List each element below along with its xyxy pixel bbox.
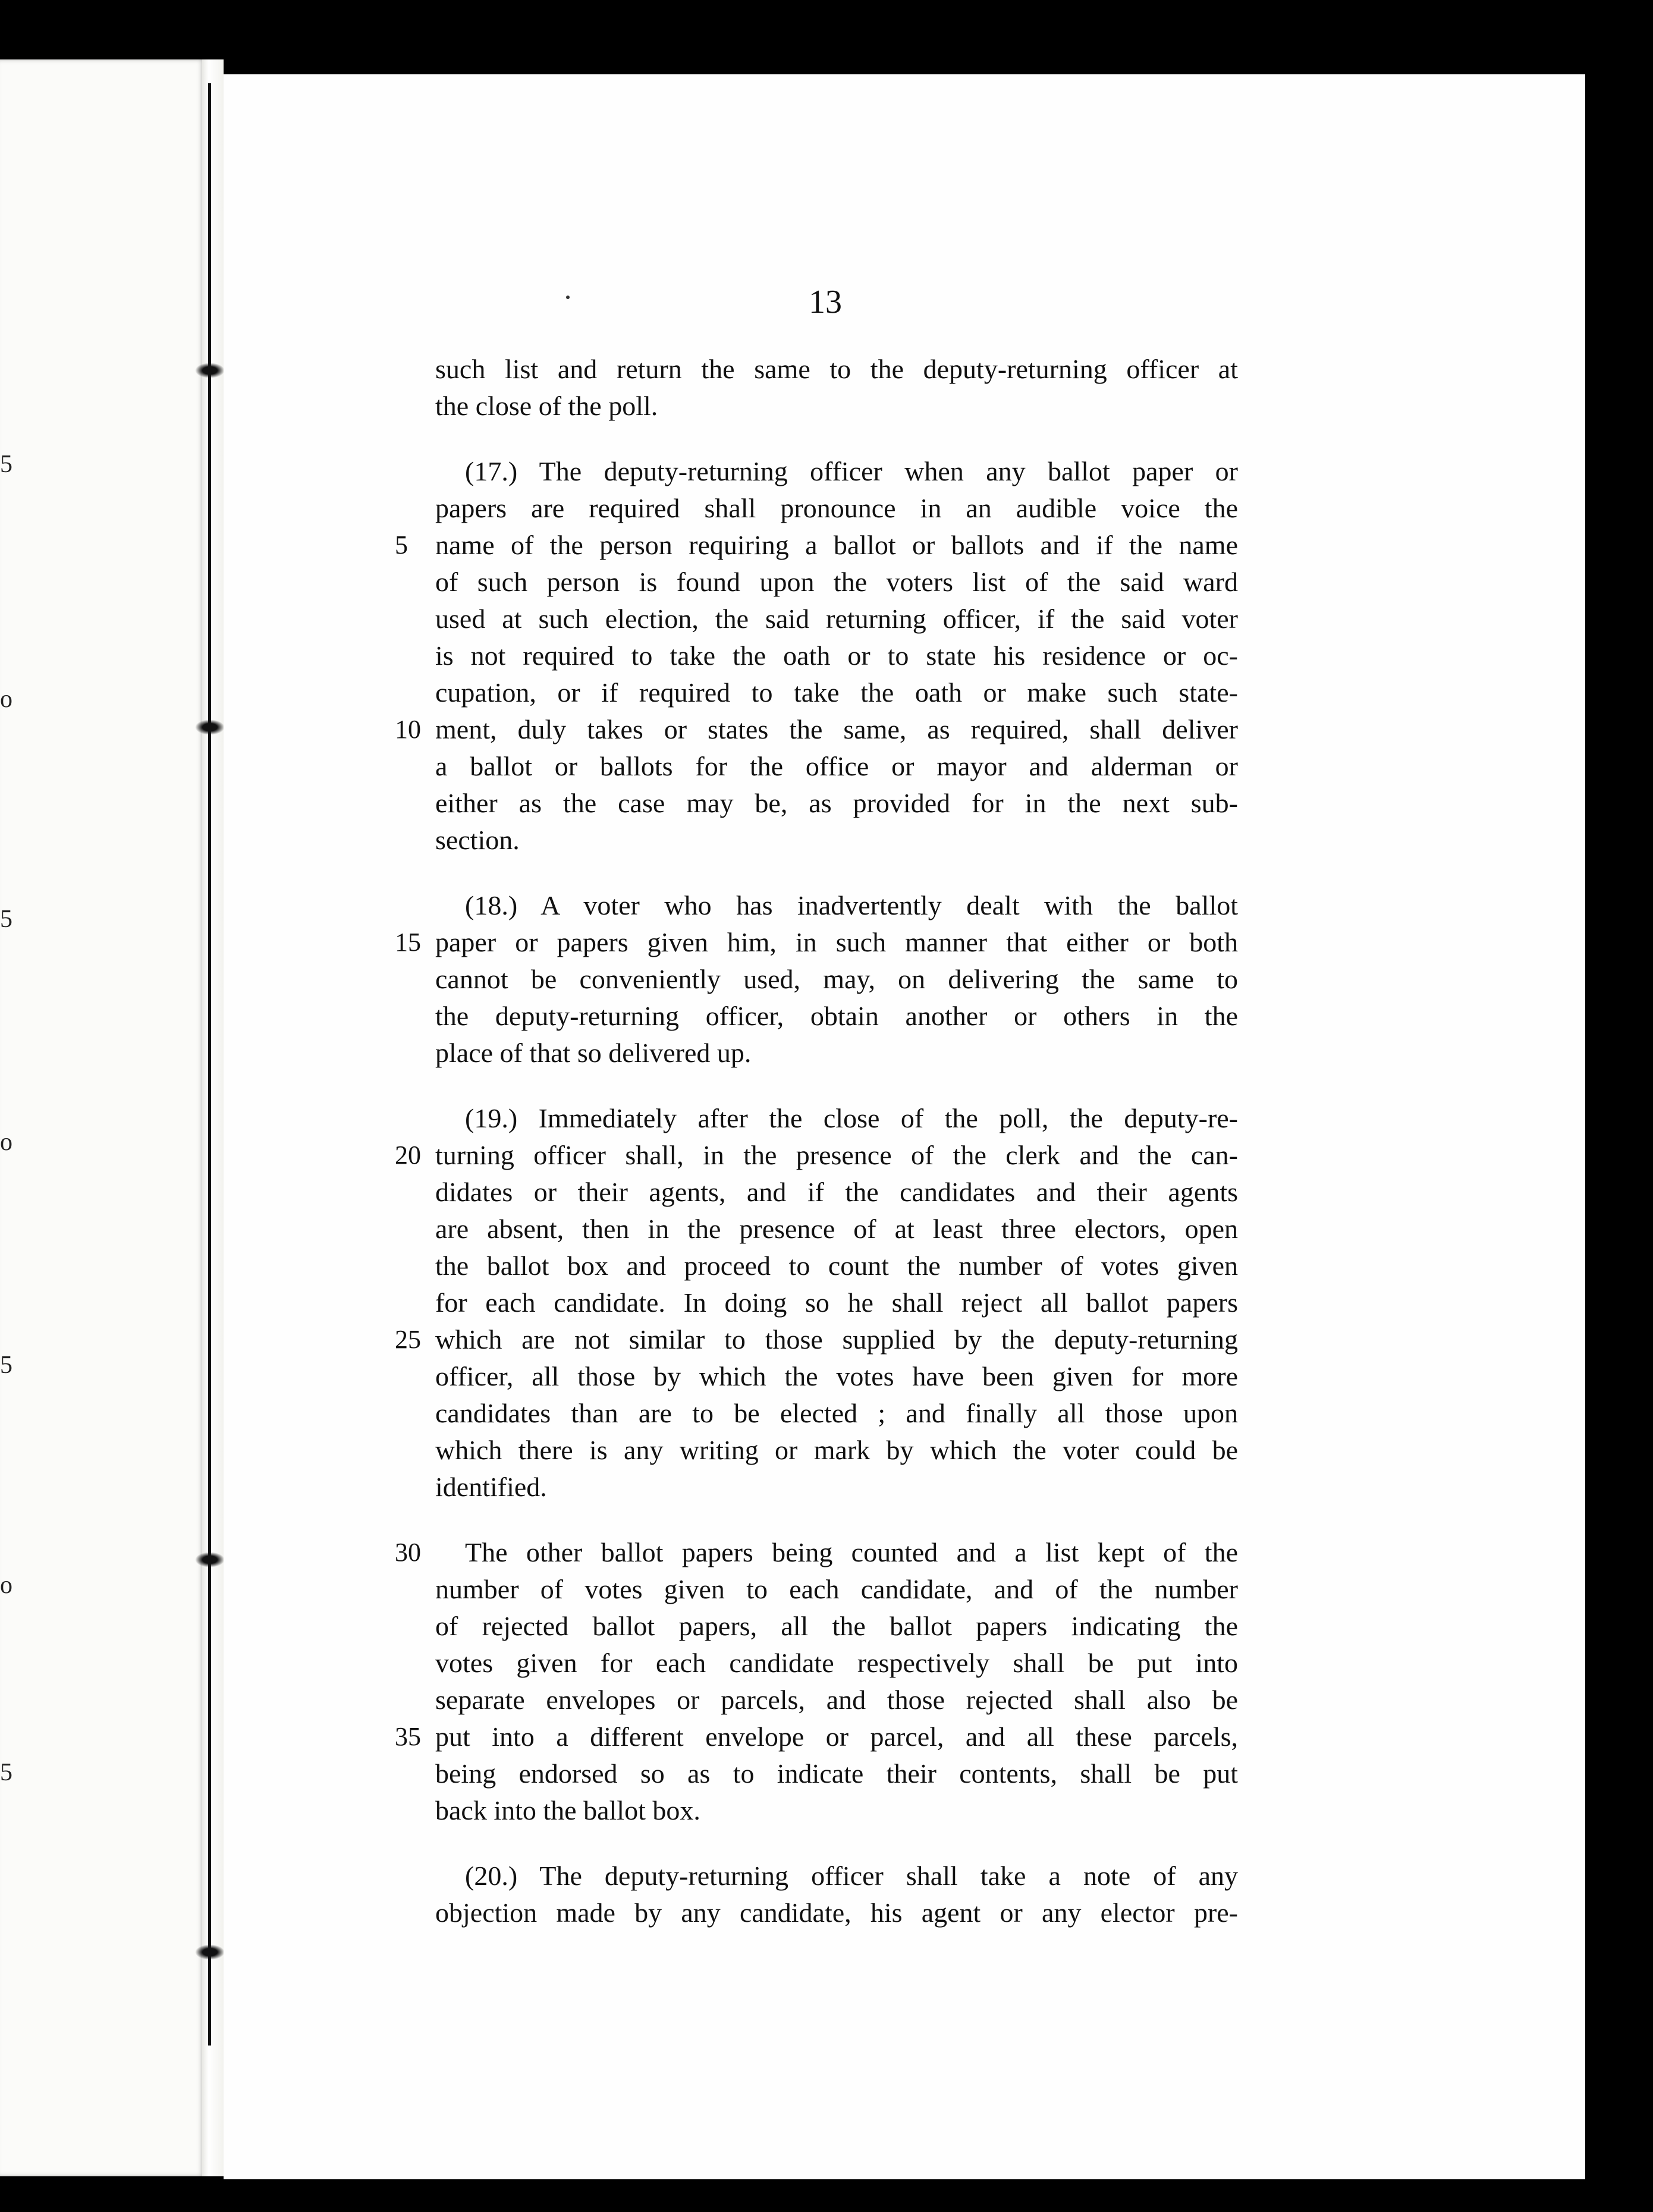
text-line-content: the ballot box and proceed to count the number of votes given [435, 1250, 1238, 1281]
text-line-content: turning officer shall, in the presence of the clerk and the can- [435, 1140, 1238, 1170]
margin-line-number: 30 [395, 1538, 421, 1567]
text-line-content: cannot be conveniently used, may, on delivering the same to [435, 964, 1238, 994]
paragraph-gap [435, 859, 1238, 887]
text-line [395, 1534, 1238, 1571]
text-line [435, 351, 1238, 388]
facing-page-line-number: o [0, 1129, 12, 1156]
text-line-content: a ballot or ballots for the office or mayor and alderman or [435, 751, 1238, 781]
text-line [435, 1395, 1238, 1432]
paragraph-gap [435, 1072, 1238, 1100]
paragraph-gap [435, 1829, 1238, 1858]
text-line-content: objection made by any candidate, his agent or any elector pre- [435, 1897, 1238, 1928]
text-line [435, 1894, 1238, 1931]
page-speck [566, 296, 570, 299]
text-line [395, 1321, 1238, 1358]
facing-page-line-number: o [0, 686, 12, 713]
binding-stitch [195, 1944, 225, 1960]
text-line [435, 1858, 1238, 1894]
text-line [435, 1469, 1238, 1506]
text-line-content: identified. [435, 1472, 547, 1502]
text-line-content: cupation, or if required to take the oath or make such state- [435, 677, 1238, 708]
facing-page-line-number: 5 [0, 1352, 12, 1379]
text-line-content: of rejected ballot papers, all the ballot papers indicating the [435, 1611, 1238, 1641]
text-line [395, 924, 1238, 961]
text-line [435, 1571, 1238, 1608]
text-line-content: papers are required shall pronounce in an audible voice the [435, 493, 1238, 523]
text-line [395, 1718, 1238, 1755]
margin-line-number: 5 [395, 530, 408, 560]
text-line-content: (20.) The deputy-returning officer shall take a note of any [465, 1861, 1238, 1891]
text-line [435, 1100, 1238, 1137]
text-line [435, 822, 1238, 859]
text-line [435, 601, 1238, 637]
text-line-content: (18.) A voter who has inadvertently dealt with the ballot [465, 890, 1238, 920]
text-line-content: (19.) Immediately after the close of the poll, the deputy-re- [465, 1103, 1238, 1133]
text-line-content: paper or papers given him, in such manner that either or both [435, 927, 1238, 957]
text-line [395, 711, 1238, 748]
text-line [435, 1211, 1238, 1248]
paragraph-gap [435, 425, 1238, 453]
facing-page-line-number: o [0, 1572, 12, 1599]
text-line-content: which there is any writing or mark by which the voter could be [435, 1435, 1238, 1465]
facing-page [0, 59, 205, 2176]
text-line [435, 674, 1238, 711]
text-line-content: number of votes given to each candidate, and of the number [435, 1574, 1238, 1604]
margin-line-number: 20 [395, 1140, 421, 1170]
paragraph-gap [435, 1506, 1238, 1534]
text-line-content: (17.) The deputy-returning officer when any ballot paper or [465, 456, 1238, 486]
page-number: 13 [809, 284, 842, 321]
text-line-content: is not required to take the oath or to state his residence or oc- [435, 640, 1238, 671]
text-line-content: for each candidate. In doing so he shall reject all ballot papers [435, 1287, 1238, 1318]
text-line [435, 887, 1238, 924]
text-line-content: back into the ballot box. [435, 1795, 700, 1825]
text-line-content: didates or their agents, and if the candidates and their agents [435, 1177, 1238, 1207]
margin-line-number: 15 [395, 928, 421, 957]
text-line [435, 564, 1238, 601]
text-line [435, 961, 1238, 998]
text-line-content: used at such election, the said returning officer, if the said voter [435, 604, 1238, 634]
text-line-content: being endorsed so as to indicate their contents, shall be put [435, 1758, 1238, 1789]
text-line [435, 1682, 1238, 1718]
binding-stitch [195, 1552, 225, 1567]
text-line [435, 1432, 1238, 1469]
text-line-content: which are not similar to those supplied by the deputy-returning [435, 1324, 1238, 1355]
text-line [435, 1174, 1238, 1211]
facing-page-line-number: 5 [0, 451, 12, 478]
text-line-content: the deputy-returning officer, obtain another or others in the [435, 1001, 1238, 1031]
text-line-content: candidates than are to be elected ; and finally all those upon [435, 1398, 1238, 1428]
text-line-content: ment, duly takes or states the same, as required, shall deliver [435, 714, 1238, 744]
text-line [435, 1358, 1238, 1395]
text-line [435, 490, 1238, 527]
text-line-content: section. [435, 825, 520, 855]
text-line [435, 637, 1238, 674]
text-line-content: name of the person requiring a ballot or ballots and if the name [435, 530, 1238, 560]
text-line [435, 998, 1238, 1035]
text-line [435, 453, 1238, 490]
text-line [435, 748, 1238, 785]
binding-stitch [195, 719, 225, 735]
text-line-content: officer, all those by which the votes have been given for more [435, 1361, 1238, 1391]
text-line-content: the close of the poll. [435, 391, 658, 421]
text-line [435, 388, 1238, 425]
text-line [435, 1284, 1238, 1321]
text-line [435, 1645, 1238, 1682]
text-line-content: votes given for each candidate respectively shall be put into [435, 1648, 1238, 1678]
text-line-content: put into a different envelope or parcel, and all these parcels, [435, 1721, 1238, 1752]
text-line [395, 527, 1238, 564]
margin-line-number: 35 [395, 1722, 421, 1751]
text-line-content: place of that so delivered up. [435, 1038, 752, 1068]
text-line-content: such list and return the same to the deputy-returning officer at [435, 354, 1238, 384]
facing-page-line-number: 5 [0, 906, 12, 933]
text-line-content: separate envelopes or parcels, and those rejected shall also be [435, 1685, 1238, 1715]
text-line [435, 785, 1238, 822]
text-line [435, 1755, 1238, 1792]
text-line-content: either as the case may be, as provided for in the next sub- [435, 788, 1238, 818]
text-line [435, 1792, 1238, 1829]
facing-page-line-number: 5 [0, 1759, 12, 1786]
text-line [435, 1608, 1238, 1645]
text-line-content: The other ballot papers being counted and a list kept of the [465, 1537, 1238, 1567]
margin-line-number: 25 [395, 1325, 421, 1354]
text-line [395, 1137, 1238, 1174]
margin-line-number: 10 [395, 715, 421, 744]
text-line [435, 1248, 1238, 1284]
scan-frame-right [1585, 74, 1653, 2179]
text-line-content: are absent, then in the presence of at least three electors, open [435, 1214, 1238, 1244]
binding-stitch [195, 363, 225, 378]
text-line-content: of such person is found upon the voters list of the said ward [435, 567, 1238, 597]
body-text [395, 351, 1238, 1931]
text-line [435, 1035, 1238, 1072]
